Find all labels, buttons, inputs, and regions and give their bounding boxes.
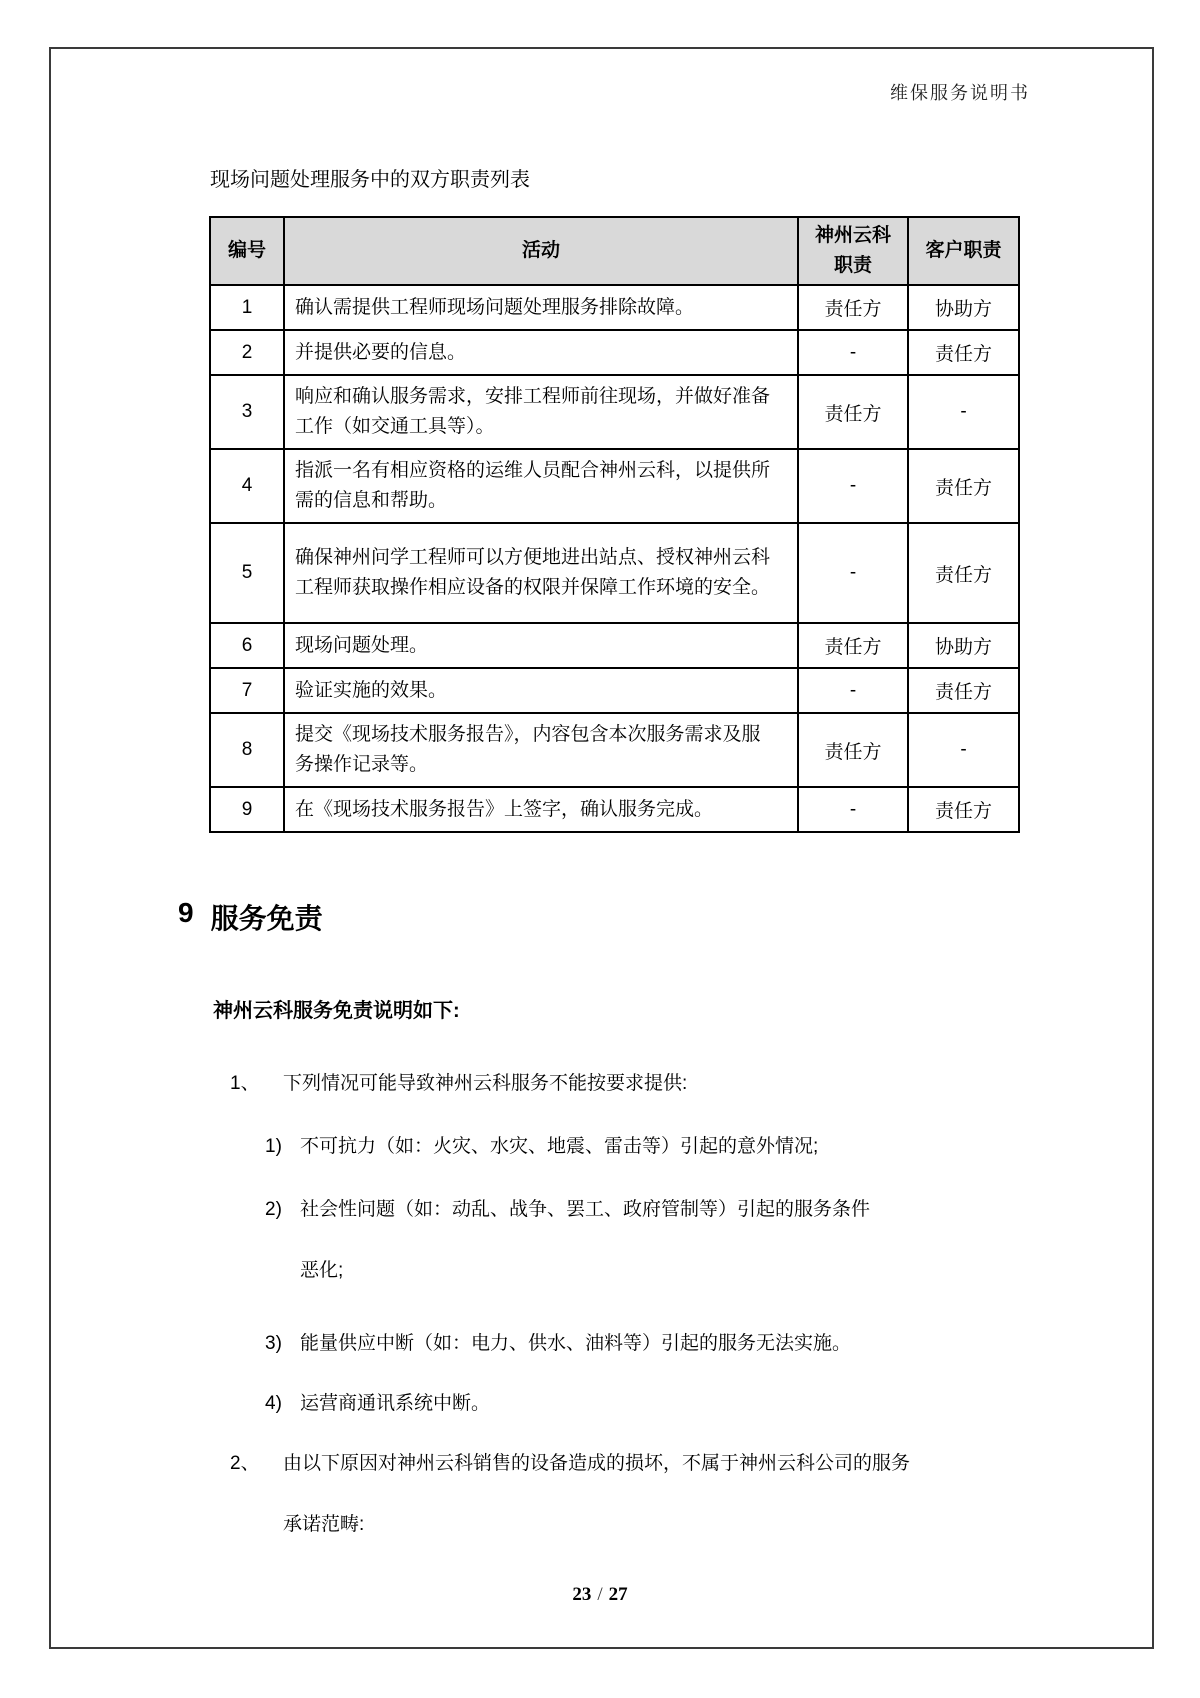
row-vendor: - — [798, 449, 908, 523]
row-activity: 响应和确认服务需求，安排工程师前往现场，并做好准备工作（如交通工具等）。 — [284, 375, 798, 449]
row-no: 4 — [210, 449, 284, 523]
page-number-total: 27 — [608, 1584, 628, 1605]
row-activity: 在《现场技术服务报告》上签字，确认服务完成。 — [284, 787, 798, 832]
row-vendor: 责任方 — [798, 713, 908, 787]
row-customer: 协助方 — [908, 285, 1019, 330]
table-row — [210, 330, 1019, 375]
document-header-title: 维保服务说明书 — [890, 83, 1030, 103]
header-no: 编号 — [210, 217, 284, 285]
list-item-2-marker: 2、 — [230, 1453, 260, 1474]
list-item-2-continuation: 承诺范畴: — [283, 1514, 365, 1535]
table-row — [210, 787, 1019, 832]
row-no: 6 — [210, 623, 284, 668]
row-no: 5 — [210, 523, 284, 623]
sub-item-3-marker: 3) — [265, 1333, 282, 1354]
sub-item-4-text: 运营商通讯系统中断。 — [300, 1393, 491, 1414]
header-activity: 活动 — [284, 217, 798, 285]
row-activity: 验证实施的效果。 — [284, 668, 798, 713]
row-customer: 责任方 — [908, 449, 1019, 523]
header-vendor — [798, 217, 908, 285]
table-row — [210, 713, 1019, 787]
table-row — [210, 523, 1019, 623]
sub-item-1-marker: 1) — [265, 1136, 282, 1157]
header-customer: 客户职责 — [908, 217, 1019, 285]
row-customer: 责任方 — [908, 787, 1019, 832]
row-no: 8 — [210, 713, 284, 787]
sub-item-2-continuation: 恶化; — [300, 1260, 344, 1281]
list-item-1-marker: 1、 — [230, 1073, 260, 1094]
row-no: 9 — [210, 787, 284, 832]
row-customer: 责任方 — [908, 330, 1019, 375]
sub-item-4-marker: 4) — [265, 1393, 282, 1414]
row-activity: 确保神州问学工程师可以方便地进出站点、授权神州云科工程师获取操作相应设备的权限并保障工作环境的安全。 — [284, 523, 798, 623]
row-vendor: - — [798, 523, 908, 623]
row-vendor: - — [798, 330, 908, 375]
table-row — [210, 623, 1019, 668]
sub-item-2-marker: 2) — [265, 1199, 282, 1220]
section-heading — [178, 897, 323, 937]
sub-item-3-text: 能量供应中断（如：电力、供水、油料等）引起的服务无法实施。 — [300, 1333, 852, 1354]
responsibility-table — [209, 216, 1020, 833]
table-row — [210, 375, 1019, 449]
page-number-separator: / — [597, 1584, 603, 1605]
row-no: 3 — [210, 375, 284, 449]
table-row — [210, 449, 1019, 523]
row-vendor: 责任方 — [798, 375, 908, 449]
table-row — [210, 285, 1019, 330]
table-title: 现场问题处理服务中的双方职责列表 — [210, 169, 530, 191]
list-item-2-text: 由以下原因对神州云科销售的设备造成的损坏，不属于神州云科公司的服务 — [283, 1453, 911, 1474]
page-footer — [0, 1584, 1200, 1606]
row-customer: 责任方 — [908, 668, 1019, 713]
section-title: 服务免责 — [210, 903, 323, 934]
sub-item-1-text: 不可抗力（如：火灾、水灾、地震、雷击等）引起的意外情况; — [300, 1136, 819, 1157]
row-no: 1 — [210, 285, 284, 330]
row-no: 2 — [210, 330, 284, 375]
list-item-1-text: 下列情况可能导致神州云科服务不能按要求提供: — [283, 1073, 688, 1094]
row-vendor: 责任方 — [798, 623, 908, 668]
header-vendor-line1: 神州云科 — [814, 225, 891, 246]
row-no: 7 — [210, 668, 284, 713]
table-header-row — [210, 217, 1019, 285]
row-activity: 并提供必要的信息。 — [284, 330, 798, 375]
row-vendor: 责任方 — [798, 285, 908, 330]
row-customer: 协助方 — [908, 623, 1019, 668]
row-customer: - — [908, 375, 1019, 449]
row-activity: 提交《现场技术服务报告》，内容包含本次服务需求及服务操作记录等。 — [284, 713, 798, 787]
sub-item-2-text: 社会性问题（如：动乱、战争、罢工、政府管制等）引起的服务条件 — [300, 1199, 871, 1220]
page-number-current: 23 — [572, 1584, 592, 1605]
section-number: 9 — [178, 897, 194, 928]
header-vendor-line2: 职责 — [833, 255, 872, 276]
disclaimer-intro: 神州云科服务免责说明如下: — [213, 1000, 460, 1022]
table-row — [210, 668, 1019, 713]
row-activity: 现场问题处理。 — [284, 623, 798, 668]
row-customer: - — [908, 713, 1019, 787]
row-vendor: - — [798, 668, 908, 713]
row-customer: 责任方 — [908, 523, 1019, 623]
row-activity: 确认需提供工程师现场问题处理服务排除故障。 — [284, 285, 798, 330]
row-activity: 指派一名有相应资格的运维人员配合神州云科，以提供所需的信息和帮助。 — [284, 449, 798, 523]
row-vendor: - — [798, 787, 908, 832]
